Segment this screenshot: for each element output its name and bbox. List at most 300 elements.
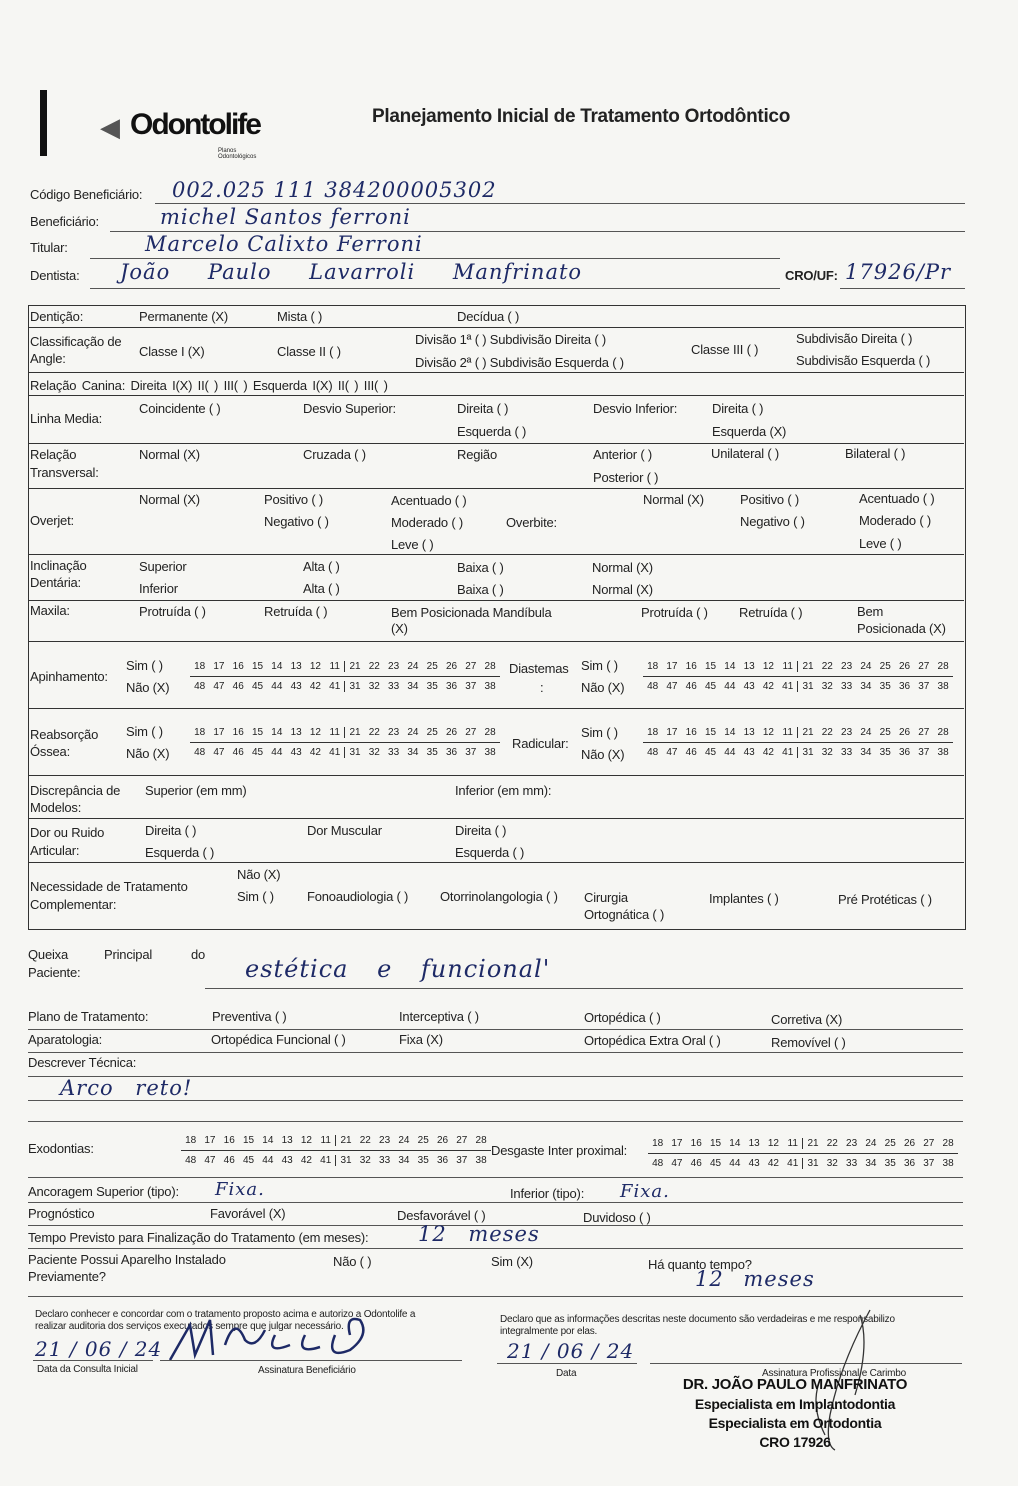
tooth-number[interactable]: 11 — [325, 661, 345, 672]
tooth-number[interactable]: 35 — [426, 681, 438, 692]
tooth-number[interactable]: 42 — [762, 681, 774, 692]
queixa-label-1: Queixa — [28, 947, 68, 962]
tooth-number[interactable]: 28 — [475, 1135, 487, 1146]
tooth-number[interactable]: 45 — [251, 747, 264, 758]
tooth-number[interactable]: 45 — [704, 681, 717, 692]
tooth-number[interactable]: 13 — [748, 1138, 760, 1149]
tooth-number[interactable]: 33 — [846, 1158, 858, 1169]
tooth-number[interactable]: 31 — [340, 1155, 352, 1166]
tooth-number[interactable]: 11 — [783, 1138, 803, 1149]
tooth-number[interactable]: 18 — [647, 661, 659, 672]
tooth-number[interactable]: 18 — [185, 1135, 197, 1146]
tooth-number[interactable]: 37 — [918, 681, 930, 692]
sup-baixa[interactable]: Baixa ( ) — [457, 560, 504, 575]
tooth-number[interactable]: 15 — [704, 661, 717, 672]
tooth-number[interactable]: 22 — [821, 727, 833, 738]
tooth-number[interactable]: 17 — [666, 727, 678, 738]
tooth-number[interactable]: 43 — [281, 1155, 293, 1166]
tooth-number[interactable]: 21 — [340, 1135, 352, 1146]
tooth-number[interactable]: 24 — [860, 661, 872, 672]
option-fonoaudiologia[interactable]: Fonoaudiologia ( ) — [307, 889, 409, 904]
tooth-number[interactable]: 41 — [783, 1158, 803, 1169]
tooth-number[interactable]: 41 — [325, 681, 345, 692]
diastemas-nao[interactable]: Não (X) — [581, 680, 625, 695]
tooth-number[interactable]: 33 — [388, 747, 400, 758]
tooth-number[interactable]: 46 — [232, 681, 244, 692]
tooth-number[interactable]: 46 — [223, 1155, 235, 1166]
tooth-number[interactable]: 17 — [213, 727, 225, 738]
option-favoravel[interactable]: Favorável (X) — [210, 1206, 286, 1221]
option-removivel[interactable]: Removível ( ) — [771, 1035, 846, 1050]
tooth-number[interactable]: 23 — [379, 1135, 391, 1146]
tooth-number[interactable]: 36 — [898, 681, 911, 692]
mandibula-bem-posicionada[interactable]: Posicionada (X) — [857, 621, 946, 636]
tooth-number[interactable]: 16 — [690, 1138, 702, 1149]
tooth-number[interactable]: 33 — [379, 1155, 391, 1166]
overjet-normal[interactable]: Normal (X) — [139, 492, 200, 507]
tooth-number[interactable]: 41 — [325, 747, 345, 758]
tooth-number[interactable]: 31 — [807, 1158, 819, 1169]
tooth-number[interactable]: 32 — [821, 681, 833, 692]
tooth-number[interactable]: 22 — [368, 727, 380, 738]
tooth-number[interactable]: 34 — [860, 681, 872, 692]
tooth-number[interactable]: 12 — [762, 661, 774, 672]
stamp-cro: CRO 17926 — [759, 1434, 831, 1450]
tooth-number[interactable]: 26 — [903, 1138, 916, 1149]
necessidade-nao[interactable]: Não (X) — [237, 867, 281, 882]
maxila-bem-posicionada[interactable]: (X) — [391, 621, 408, 636]
titular-value[interactable]: Marcelo Calixto Ferroni — [145, 232, 423, 256]
tooth-number[interactable]: 25 — [426, 661, 438, 672]
tempo-value[interactable]: 12 meses — [418, 1222, 540, 1246]
tooth-number[interactable]: 44 — [271, 747, 283, 758]
tooth-number[interactable]: 42 — [309, 747, 321, 758]
option-permanente[interactable]: Permanente (X) — [139, 309, 228, 324]
option-divisao-2[interactable]: Divisão 2ª ( ) Subdivisão Esquerda ( ) — [415, 355, 624, 370]
tooth-number[interactable]: 44 — [724, 681, 736, 692]
tooth-number[interactable]: 24 — [398, 1135, 410, 1146]
tooth-number[interactable]: 35 — [879, 681, 891, 692]
tooth-number[interactable]: 28 — [937, 727, 949, 738]
beneficiario-value[interactable]: michel Santos ferroni — [160, 205, 411, 229]
option-inf-esquerda[interactable]: Esquerda (X) — [712, 424, 787, 439]
dor-esquerda[interactable]: Esquerda ( ) — [145, 845, 215, 860]
option-mista[interactable]: Mista ( ) — [277, 309, 323, 324]
tooth-number[interactable]: 48 — [647, 747, 659, 758]
mandibula-retruida[interactable]: Retruída ( ) — [739, 605, 803, 620]
tooth-number[interactable]: 21 — [802, 661, 814, 672]
tooth-number[interactable]: 41 — [316, 1155, 336, 1166]
page-title: Planejamento Inicial de Tratamento Ortodôntico — [372, 106, 790, 127]
muscular-esquerda[interactable]: Esquerda ( ) — [455, 845, 525, 860]
aparelho-sim[interactable]: Sim (X) — [491, 1254, 533, 1269]
option-posterior[interactable]: Posterior ( ) — [593, 470, 659, 485]
reabsorcao-nao[interactable]: Não (X) — [126, 746, 170, 761]
tooth-number[interactable]: 26 — [898, 661, 911, 672]
tooth-number[interactable]: 36 — [445, 747, 458, 758]
tooth-number[interactable]: 22 — [826, 1138, 838, 1149]
tooth-number[interactable]: 34 — [398, 1155, 410, 1166]
maxila-retruida[interactable]: Retruída ( ) — [264, 604, 328, 619]
tooth-number[interactable]: 32 — [368, 747, 380, 758]
tooth-number[interactable]: 23 — [841, 727, 853, 738]
tooth-number[interactable]: 44 — [262, 1155, 274, 1166]
tooth-number[interactable]: 37 — [923, 1158, 935, 1169]
tooth-number[interactable]: 41 — [778, 681, 798, 692]
tooth-number[interactable]: 14 — [724, 661, 736, 672]
overbite-acentuado[interactable]: Acentuado ( ) — [859, 491, 935, 506]
discrepancia-superior[interactable]: Superior (em mm) — [145, 783, 247, 798]
tooth-number[interactable]: 28 — [484, 727, 496, 738]
tooth-number[interactable]: 25 — [879, 727, 891, 738]
tooth-number[interactable]: 43 — [748, 1158, 760, 1169]
inf-alta[interactable]: Alta ( ) — [303, 581, 340, 596]
mandibula-protruida[interactable]: Protruída ( ) — [641, 605, 708, 620]
option-anterior[interactable]: Anterior ( ) — [593, 447, 653, 462]
reabsorcao-sim[interactable]: Sim ( ) — [126, 724, 163, 739]
option-classe-3[interactable]: Classe III ( ) — [691, 342, 759, 357]
option-subdivisao-direita[interactable]: Subdivisão Direita ( ) — [796, 331, 913, 346]
tooth-number[interactable]: 44 — [724, 747, 736, 758]
tooth-number[interactable]: 16 — [223, 1135, 235, 1146]
tooth-number[interactable]: 22 — [359, 1135, 371, 1146]
tooth-number[interactable]: 18 — [647, 727, 659, 738]
reabsorcao-tooth-grid[interactable] — [190, 723, 500, 762]
overbite-leve[interactable]: Leve ( ) — [859, 536, 902, 551]
option-ortopedica[interactable]: Ortopédica ( ) — [584, 1010, 661, 1025]
tooth-number[interactable]: 13 — [290, 661, 302, 672]
tooth-number[interactable]: 35 — [884, 1158, 896, 1169]
tooth-number[interactable]: 24 — [407, 661, 419, 672]
sup-normal[interactable]: Normal (X) — [592, 560, 653, 575]
tooth-number[interactable]: 33 — [388, 681, 400, 692]
tooth-number[interactable]: 24 — [865, 1138, 877, 1149]
tooth-number[interactable]: 21 — [349, 727, 361, 738]
option-subdivisao-esquerda[interactable]: Subdivisão Esquerda ( ) — [796, 353, 931, 368]
tooth-number[interactable]: 23 — [388, 727, 400, 738]
tooth-number[interactable]: 42 — [762, 747, 774, 758]
overbite-positivo[interactable]: Positivo ( ) — [740, 492, 800, 507]
option-cruzada[interactable]: Cruzada ( ) — [303, 447, 366, 462]
tooth-number[interactable]: 27 — [923, 1138, 935, 1149]
option-bilateral[interactable]: Bilateral ( ) — [845, 446, 906, 461]
tooth-number[interactable]: 34 — [407, 681, 419, 692]
ancoragem-inferior-value[interactable]: Fixa. — [620, 1181, 670, 1202]
tooth-number[interactable]: 15 — [709, 1138, 722, 1149]
overjet-acentuado[interactable]: Acentuado ( ) — [391, 493, 467, 508]
tooth-number[interactable]: 38 — [937, 681, 949, 692]
tooth-number[interactable]: 36 — [898, 747, 911, 758]
tooth-number[interactable]: 12 — [300, 1135, 312, 1146]
tooth-number[interactable]: 12 — [309, 727, 321, 738]
tooth-number[interactable]: 38 — [942, 1158, 954, 1169]
tooth-number[interactable]: 42 — [767, 1158, 779, 1169]
tooth-number[interactable]: 23 — [846, 1138, 858, 1149]
consulta-date[interactable]: 21 / 06 / 24 — [35, 1337, 163, 1361]
overjet-moderado[interactable]: Moderado ( ) — [391, 515, 464, 530]
tooth-number[interactable]: 17 — [204, 1135, 216, 1146]
tooth-number[interactable]: 15 — [704, 727, 717, 738]
option-preventiva[interactable]: Preventiva ( ) — [212, 1009, 287, 1024]
tooth-number[interactable]: 12 — [762, 727, 774, 738]
diastemas-tooth-grid[interactable] — [643, 657, 953, 696]
desgaste-tooth-grid[interactable] — [648, 1134, 958, 1173]
tooth-number[interactable]: 27 — [465, 661, 477, 672]
tooth-number[interactable]: 47 — [213, 681, 225, 692]
tooth-number[interactable]: 16 — [685, 727, 697, 738]
option-classe-2[interactable]: Classe II ( ) — [277, 344, 341, 359]
option-sup-direita[interactable]: Direita ( ) — [457, 401, 509, 416]
overjet-negativo[interactable]: Negativo ( ) — [264, 514, 329, 529]
option-pre-proteticas[interactable]: Pré Protéticas ( ) — [838, 892, 932, 907]
tooth-number[interactable]: 37 — [456, 1155, 468, 1166]
tooth-number[interactable]: 12 — [767, 1138, 779, 1149]
tooth-number[interactable]: 43 — [743, 681, 755, 692]
tecnica-value[interactable]: Arco reto! — [60, 1076, 193, 1100]
option-sup-esquerda[interactable]: Esquerda ( ) — [457, 424, 527, 439]
tooth-number[interactable]: 21 — [349, 661, 361, 672]
tooth-number[interactable]: 45 — [251, 681, 264, 692]
overjet-leve[interactable]: Leve ( ) — [391, 537, 434, 552]
tooth-number[interactable]: 43 — [290, 681, 302, 692]
option-otorrino[interactable]: Otorrinolangologia ( ) — [440, 889, 558, 904]
tooth-number[interactable]: 46 — [685, 681, 697, 692]
tooth-number[interactable]: 27 — [918, 661, 930, 672]
sup-alta[interactable]: Alta ( ) — [303, 559, 340, 574]
tooth-number[interactable]: 21 — [802, 727, 814, 738]
tooth-number[interactable]: 21 — [807, 1138, 819, 1149]
codigo-value[interactable]: 002.025 111 384200005302 — [172, 178, 497, 202]
tooth-number[interactable]: 36 — [445, 681, 458, 692]
tooth-number[interactable]: 31 — [802, 747, 814, 758]
tooth-number[interactable]: 23 — [841, 661, 853, 672]
relacao-canina[interactable]: Relação Canina: Direita I(X) II( ) III( ) Esquerda I(X) II( ) III( ) — [30, 378, 388, 393]
option-classe-1[interactable]: Classe I (X) — [139, 344, 205, 359]
queixa-value[interactable]: estética e funcional' — [245, 955, 551, 983]
tooth-number[interactable]: 11 — [316, 1135, 336, 1146]
tooth-number[interactable]: 22 — [368, 661, 380, 672]
apinhamento-sim[interactable]: Sim ( ) — [126, 658, 163, 673]
diastemas-sim[interactable]: Sim ( ) — [581, 658, 618, 673]
tooth-number[interactable]: 25 — [879, 661, 891, 672]
tooth-number[interactable]: 26 — [445, 661, 458, 672]
tooth-number[interactable]: 13 — [743, 727, 755, 738]
tooth-number[interactable]: 36 — [903, 1158, 916, 1169]
option-decidua[interactable]: Decídua ( ) — [457, 309, 520, 324]
tooth-number[interactable]: 48 — [194, 681, 206, 692]
tooth-number[interactable]: 14 — [271, 661, 283, 672]
tooth-number[interactable]: 47 — [671, 1158, 683, 1169]
tooth-number[interactable]: 37 — [465, 681, 477, 692]
ancoragem-superior-value[interactable]: Fixa. — [215, 1179, 265, 1200]
tooth-number[interactable]: 15 — [251, 727, 264, 738]
tooth-number[interactable]: 28 — [937, 661, 949, 672]
tooth-number[interactable]: 15 — [242, 1135, 255, 1146]
tooth-number[interactable]: 27 — [918, 727, 930, 738]
tooth-number[interactable]: 32 — [368, 681, 380, 692]
tooth-number[interactable]: 18 — [652, 1138, 664, 1149]
muscular-direita[interactable]: Direita ( ) — [455, 823, 507, 838]
discrepancia-inferior[interactable]: Inferior (em mm): — [455, 783, 552, 798]
tooth-number[interactable]: 45 — [242, 1155, 255, 1166]
tooth-number[interactable]: 16 — [685, 661, 697, 672]
option-interceptiva[interactable]: Interceptiva ( ) — [399, 1009, 479, 1024]
option-extra-oral[interactable]: Ortopédica Extra Oral ( ) — [584, 1033, 721, 1048]
tooth-number[interactable]: 43 — [290, 747, 302, 758]
tooth-number[interactable]: 31 — [802, 681, 814, 692]
dentista-value[interactable]: João Paulo Lavarroli Manfrinato — [120, 260, 583, 284]
tooth-number[interactable]: 47 — [204, 1155, 216, 1166]
option-unilateral[interactable]: Unilateral ( ) — [711, 446, 779, 461]
overbite-moderado[interactable]: Moderado ( ) — [859, 513, 932, 528]
tooth-number[interactable]: 46 — [685, 747, 697, 758]
tooth-number[interactable]: 32 — [821, 747, 833, 758]
tooth-number[interactable]: 14 — [271, 727, 283, 738]
tooth-number[interactable]: 14 — [262, 1135, 274, 1146]
tooth-row-upper — [648, 1134, 958, 1154]
radicular-nao[interactable]: Não (X) — [581, 747, 625, 762]
tooth-number[interactable]: 48 — [647, 681, 659, 692]
tooth-number[interactable]: 47 — [213, 747, 225, 758]
option-normal[interactable]: Normal (X) — [139, 447, 200, 462]
tooth-number[interactable]: 27 — [456, 1135, 468, 1146]
option-divisao-1[interactable]: Divisão 1ª ( ) Subdivisão Direita ( ) — [415, 332, 607, 347]
tooth-number[interactable]: 48 — [652, 1158, 664, 1169]
tooth-number[interactable]: 17 — [666, 661, 678, 672]
tooth-number[interactable]: 35 — [417, 1155, 429, 1166]
tooth-number[interactable]: 38 — [475, 1155, 487, 1166]
tooth-number[interactable]: 11 — [325, 727, 345, 738]
row-divider — [28, 554, 964, 555]
inclinacao-label-2: Dentária: — [30, 575, 81, 590]
ha-quanto-tempo-value[interactable]: 12 meses — [695, 1267, 815, 1291]
tooth-number[interactable]: 37 — [465, 747, 477, 758]
tooth-number[interactable]: 22 — [821, 661, 833, 672]
tooth-number[interactable]: 15 — [251, 661, 264, 672]
tooth-number[interactable]: 46 — [232, 747, 244, 758]
inf-baixa[interactable]: Baixa ( ) — [457, 582, 504, 597]
tooth-number[interactable]: 48 — [194, 747, 206, 758]
necessidade-sim[interactable]: Sim ( ) — [237, 889, 274, 904]
tooth-number[interactable]: 25 — [417, 1135, 429, 1146]
inf-normal[interactable]: Normal (X) — [592, 582, 653, 597]
radicular-tooth-grid[interactable] — [643, 723, 953, 762]
tooth-number[interactable]: 11 — [778, 661, 798, 672]
row-divider — [28, 372, 964, 373]
tooth-number[interactable]: 33 — [841, 747, 853, 758]
tooth-number[interactable]: 13 — [281, 1135, 293, 1146]
apinhamento-tooth-grid[interactable] — [190, 657, 500, 696]
tooth-number[interactable]: 34 — [407, 747, 419, 758]
tooth-number[interactable]: 24 — [860, 727, 872, 738]
tooth-number[interactable]: 38 — [937, 747, 949, 758]
tooth-number[interactable]: 17 — [671, 1138, 683, 1149]
tooth-number[interactable]: 35 — [879, 747, 891, 758]
option-duvidoso[interactable]: Duvidoso ( ) — [583, 1210, 651, 1225]
tooth-number[interactable]: 25 — [884, 1138, 896, 1149]
tooth-number[interactable]: 23 — [388, 661, 400, 672]
tooth-number[interactable]: 12 — [309, 661, 321, 672]
tooth-number[interactable]: 13 — [290, 727, 302, 738]
tooth-number[interactable]: 28 — [942, 1138, 954, 1149]
tooth-number[interactable]: 25 — [426, 727, 438, 738]
tooth-number[interactable]: 26 — [436, 1135, 449, 1146]
tooth-number[interactable]: 17 — [213, 661, 225, 672]
tooth-number[interactable]: 41 — [778, 747, 798, 758]
tooth-number[interactable]: 37 — [918, 747, 930, 758]
tooth-number[interactable]: 47 — [666, 681, 678, 692]
dor-direita[interactable]: Direita ( ) — [145, 823, 197, 838]
radicular-sim[interactable]: Sim ( ) — [581, 725, 618, 740]
tooth-number[interactable]: 32 — [826, 1158, 838, 1169]
tooth-number[interactable]: 35 — [426, 747, 438, 758]
tooth-number[interactable]: 14 — [729, 1138, 741, 1149]
tooth-number[interactable]: 18 — [194, 727, 206, 738]
tooth-number[interactable]: 13 — [743, 661, 755, 672]
exodontias-tooth-grid[interactable] — [181, 1131, 491, 1170]
tooth-number[interactable]: 28 — [484, 661, 496, 672]
tooth-number[interactable]: 31 — [349, 747, 361, 758]
tooth-number[interactable]: 43 — [743, 747, 755, 758]
cro-value[interactable]: 17926/Pr — [845, 260, 952, 284]
signature-date[interactable]: 21 / 06 / 24 — [507, 1339, 635, 1363]
option-coincidente[interactable]: Coincidente ( ) — [139, 401, 221, 416]
tooth-number[interactable]: 31 — [349, 681, 361, 692]
tooth-number[interactable]: 14 — [724, 727, 736, 738]
tooth-number[interactable]: 47 — [666, 747, 678, 758]
option-cirurgia-ortognatica[interactable]: Ortognática ( ) — [584, 907, 665, 922]
titular-label: Titular: — [30, 240, 68, 255]
option-corretiva[interactable]: Corretiva (X) — [771, 1012, 843, 1027]
aparelho-nao[interactable]: Não ( ) — [333, 1254, 372, 1269]
overjet-positivo[interactable]: Positivo ( ) — [264, 492, 324, 507]
tooth-number[interactable]: 16 — [232, 727, 244, 738]
option-fixa[interactable]: Fixa (X) — [399, 1032, 443, 1047]
tooth-number[interactable]: 44 — [729, 1158, 741, 1169]
overbite-normal[interactable]: Normal (X) — [643, 492, 704, 507]
tooth-number[interactable]: 24 — [407, 727, 419, 738]
tooth-number[interactable]: 11 — [778, 727, 798, 738]
tooth-number[interactable]: 38 — [484, 747, 496, 758]
tooth-number[interactable]: 44 — [271, 681, 283, 692]
tooth-number[interactable]: 27 — [465, 727, 477, 738]
tooth-number[interactable]: 32 — [359, 1155, 371, 1166]
tooth-number[interactable]: 26 — [898, 727, 911, 738]
tooth-number[interactable]: 42 — [300, 1155, 312, 1166]
tooth-number[interactable]: 38 — [484, 681, 496, 692]
option-desfavoravel[interactable]: Desfavorável ( ) — [397, 1208, 486, 1223]
tooth-number[interactable]: 34 — [865, 1158, 877, 1169]
option-inf-direita[interactable]: Direita ( ) — [712, 401, 764, 416]
maxila-protruida[interactable]: Protruída ( ) — [139, 604, 206, 619]
tooth-number[interactable]: 42 — [309, 681, 321, 692]
tooth-number[interactable]: 45 — [709, 1158, 722, 1169]
option-ortopedica-funcional[interactable]: Ortopédica Funcional ( ) — [211, 1032, 346, 1047]
tooth-number[interactable]: 48 — [185, 1155, 197, 1166]
tooth-number[interactable]: 16 — [232, 661, 244, 672]
left-declaration-1: Declaro conhecer e concordar com o tratamento proposto acima e autorizo a Odontolife a — [35, 1309, 416, 1320]
tooth-number[interactable]: 26 — [445, 727, 458, 738]
apinhamento-nao[interactable]: Não (X) — [126, 680, 170, 695]
tooth-number[interactable]: 45 — [704, 747, 717, 758]
tooth-number[interactable]: 34 — [860, 747, 872, 758]
tooth-number[interactable]: 46 — [690, 1158, 702, 1169]
option-implantes[interactable]: Implantes ( ) — [709, 891, 779, 906]
tooth-number[interactable]: 36 — [436, 1155, 449, 1166]
overbite-negativo[interactable]: Negativo ( ) — [740, 514, 805, 529]
tooth-number[interactable]: 33 — [841, 681, 853, 692]
tooth-number[interactable]: 18 — [194, 661, 206, 672]
